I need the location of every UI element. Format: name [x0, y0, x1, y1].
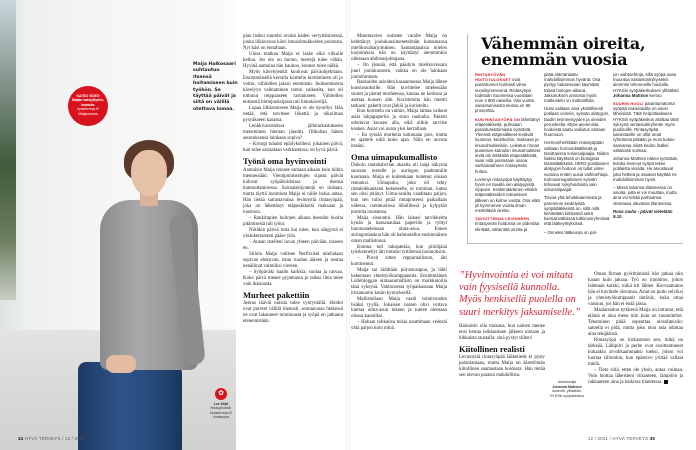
- ribbon-icon: ✿: [215, 388, 227, 400]
- subheading: Kiitollinen realisti: [459, 343, 525, 354]
- box-title: Vähemmän oireita, enemmän vuosia: [481, 34, 646, 69]
- read-more-badge[interactable]: ✿ Lue lisää rintasyövästä: hyvaterveys.fi/ rintasyopa: [210, 390, 232, 420]
- box-column-2: pitää elämänlaatu mahdollisimman hyvänä. Osa pystyy halutessaan käymään töissä hoitojen aikana. Jaksotuksen ansiosta myös matkustelu on mahdollista. Hoito valitaan aina yksilöllisesti potilaan voinnin, syövän alatyypin, taudin levinneisyyden ja oireiden perusteella. Myös aiemmista hoidoista saatu vaikutus otetaan huomioon. Hormoniherkkään rintasyöpään valitaan hormonilääkkeitä ja tarvittaessa solunsalpaajia. Niiden lisäksi käytössä on biologisia täsmälääkkeitä. HER2-positiivisen alatyypin hoitoon on tullut viime vuosina eniten uusia vaihtoehtoja. Kolmoisnegatiivisen syövän tehoavat nykyhoidoista vain solunsalpaajat. Toivoa yhä tehokkaammista ja paremmin siedetyistä syöpälääkkeistä on, sillä niitä kehitetään kiihkeästi sekä kansainvälisissä tutkimusryhmissä että lääkeyrityksissä. – Onneksi lääkeosia on pal-: [544, 72, 610, 235]
- pull-quote: ”Hyvinvointia ei voi mitata vain fyysisellä kunnolla. Myös henkisellä puolella on suuri merkitys jaksamiselle.”: [459, 270, 581, 318]
- subheading: Työnä oma hyvinvointi: [243, 156, 327, 166]
- hand: [106, 355, 136, 373]
- expert-caption: Asiantuntija Johanna Mattson dosentti, ylilääkäri, HYKSin syöpäkeskus: [549, 380, 585, 399]
- end-mark-icon: [664, 380, 668, 384]
- article-column-4: Oman firman pyörittämistä hän jatkaa niin kauan kuin jaksaa. Työ on intohimo, johon laitetaan kaikki, mikä irti lähtee. Korvaamaton hän ei kuvittele olevansa. Asiat on puitu selviksi ja yhteistyökumppanit tietävät, kuka ottaa vastuun, jos hän ei enää jaksa. Maalaistalon tyttärenä Maija on tottunut, että elämä ei aina mene niin kuin on suunnitellut. Tekeminen pitää sopeuttaa olosuhteisiin: satoella ei pidä, mutta joku muu asia odottaa aina tekijäänsä. Rintasyöpä on kirkastanut sen, mikä on tärkeää. Lähipiiri ja perhe ovat osoittautuneet kuhaakin arvokkaammaksi tueksi, johon voi luottaa silloinkin, kun epätoivo yrittää vallata mielä. – Tieto siitä, etten ole yksin, antaa voimaa. Voin luottaa läheisteni viisauteen, lämpöön ja rakkauteen aina ja kaikissa tilanteissa.: [588, 272, 683, 386]
- spine-gutter: [346, 0, 350, 450]
- info-box: [467, 34, 683, 244]
- face: [131, 150, 167, 196]
- quote-section: [459, 270, 583, 379]
- page-folio-right: 12 / 2021 / HYVÄ TERVEYS 35: [588, 436, 656, 441]
- subheading: Murheet pakettiin: [243, 289, 310, 300]
- page-folio: 34 HYVÄ TERVEYS / 12 / 2021: [18, 436, 86, 441]
- article-column-2: Masentavien uutisten varalle Maija on kehittänyt joulukuusimenetelmän kutsumansa mielikuvaharjoituksen. Samantapaisia mielen harjoituksia hän on käyttänyt aiemminkin ollessaan ahdistusjohtajana. – On jännää, että päädyin mielikuvissani juuri joulukuuseen, vaikka en ole lainkaan jouluihminen. Raskaiden asioiden kasaantuessa Maija lähtee kuusiostoksille. Hän kuvittelee mielessään suuret ja pienet murheensa, kantaa ne kotiinsa ja asettaa kuusen alle. Koristeluita hän miettii tarkasti: paketit ovat järkiä ja koristeltu. Kun koristelu on valmis, Maija laittaa vaikeat asiat lahjapaperiin ja sitoo nauhalla. Paketit odottavat kuusen alla, eikä niihin tarvitse koskea. Asiat voi avata yksi kerrallaan. – En syssää murheita kokonaan pois, mutta en ajattele niitä koko ajan. Näin en uuvuta itseäni. Oma uimapukumallisto Duhoin rantakahvilan akaalta oli laaja näkymä suoraan merelle ja auringon paahtamille kuumaan. Maija ei kuitenkaan tuntenut oloaan rennoksi. Uimapuku, joka oli tehty rintaleikkauksen kokeneelle, ei toiminut, kuten sen olisi pitänyt. Uima-asuilta vaaditaan paljon, kun sen tulisi pitää rintaproteesi paikallaan uidessa, rantatuolissa löhöillessä ja kylpylän porreita noustessa. Maija sisuuntui. Hän lainasi tarvikkeitta kynän ja kassanauhaa paperille ja ryhtyi luonnostelemaan uima-asua. Ennen auringonlaskua hän oli hahmotellut ensimmäisen oman mallistonsa. Kotona tuli takapakkia, kun piirtäjänä työskennellyt äiti tutustui tyttärensä luonnoksiin. – Piirsit sitten reppumalliston, äiti kommentoi. Maija sai äidiltään piirustusapua, ja lähti hakemaan yhteistyökumppaneita. Ensimmäinen Lollebloggan uimaasumallisto on markkinoilla tänä syksynä. Vakituisesta työpaikastaan Maija irtisanoutui kesän kynnyksellä. Mallistollaan Maija vaatii toimivuuden lisäksi tyyliä. Jokaisen naisen olisi voitava luottaa uima-asun tukeen ja tuntee olemaan olossa kauniiksi. – Haluan rohkaista toisia nauttimaan vedestä yhtä paljon kuin minä.: [351, 34, 447, 331]
- article-column-1: pian lisiksi suurelsi avuksi käden verryttämisessä, jonka liikkuvuus kärsi imusolmukkeiden poistosta. Nyt käsi on ennallaan. Uinsa matkaa Maija ei laske eikä vilkuile kelloa. Jos olo on huono, metrejä tulee vähän. Hyvinä aamuina hän kauhoo, kunnes tulee nälkä. Myös kävelylenkit kuuluvat päiväohjelmaan. Ensimmäisellä kerralla korttelin kiertäminen oli jo voitto, vähitellen jaksoi enemmän. Juoksemisesta kävelyyn vaihtaminen tuntui vaikealta, kun oli tottunut reippaaseen rasitukseen. Vähitellen entisestä himojuoksijasta tuli himokävelijä. Lupaa liikkumiseen Maija ei ole kysellyt. Hän tietää, että tarvitsee liikettä ja ulkoilmaa pysyäkseen kasassa. Lenkkivarusteissa jälkitarkastukseen meneminen hieman jännitti. Olikohan hänen asustuksensa lainkaan sopiva? – Kirurgi tuhahti epäilyksilleni: jokainen päivä, kun tulee sairaalaan verkkareissa, on hyvä päivä. Työnä oma hyvinvointi Aamuisin Maija nousee samaan aikaan kuin töihin mennessään. Vientipomistelujen sijasta päivät kuluvat syöpähoidoissa ja itsensä kuntouttamisessa. Sairaalakäynnejä on tiuhaan, mutta täyttä huomiota Maija ei niille halua antaa. Hän tietää sairastavansa levinnyttä rintasyöpää, joka on lähettänyt etäpesäkkeitä maksaan ja luustoon. – Rankimpien hoitojen aikana itsestäni huolta pitämisestä tuli työni. Niitäkin päiviä totta kai tulee, kun sängystä ei yksinkertaisesti pääse ylös. – Annan itselleni luvan yhteen päivään, toiseen en. Silloin Maija valitsee Netflixistä mielialaan sopivan elokuvan, istuu ruudun ääreen ja nostaa nenäliinat valmiiksi viereen. – Syöpäväki haalin karkkia, suolaa ja rasvaa. Koko päivä menee pyjamassa ja raikas ilma tulee vain ikkunasta. Murheet pakettiin Joskus ikäviä uutisia tulee vyörymällä. Hoidot ovat purreet välillä hienosti, seuraavassa hetkessä ne ovat lakanneet toimimasta ja syöpä on jatkanut etenemistään.: [243, 34, 343, 324]
- video-badge[interactable]: KATSO VIDEO Maijan satsiyttymis-lomasta: hyvaterveys.fi/ Maijankarma: [68, 86, 108, 126]
- photo-caption: Maija Halkosaari suhtautuu itsensä hoitamiseen kuin työhön. Se täyttää päivät ja siitä on välillä otettava lomaa.: [193, 62, 238, 112]
- box-column-1: RINTASYÖVÄN HOITOTULOKSET ovat parantuneet huimasti viime vuosikymmeninä. Rintasyöpä todetaan Suomessa vuosittain noin 4 900 naisella. Viisi vuotta sairastumisesta elossa on 90 prosenttia. KUN RINTASYÖPÄ ON lähettänyt etäpesäkkeitä, puhutaan parantumattomasta syövästä. Yleensä etäpesäkkeet leviävät luustoon, keuhkoihin, maksaan ja imusolmukkeisiin. Leikatun rinnan puoleisen kainalon imusolmukkeet eivät ole ärtäköitä etäpesäkkeitä, vaan niitä poistetaan osana varhaisvaiheen rintasyövän hoitoa. Levinnyt rintasyöpä käyttäytyy hyvin eri tavalla sen alatyypistä riippuen. Keskimääräinen elinikä etäpesäkkeiden toteamisen jälkeen on kolme vuotta. Osa elää yli kymmenen vuotta ilman merkittäviä oireita. TAVOITTEENA LEVINNEEN rintasyövän hoidossa on pidentää elinikää, vähentää oireita ja: [475, 72, 541, 232]
- box-signature: Rosa rauha - päivät vietetään 9.10.: [613, 208, 673, 220]
- subheading: Oma uimapukumallisto: [351, 151, 438, 162]
- box-column-3: jon vaihtoehtoja, sillä syöpä osaa muuntua vastustuskykyiseksi aiemmin tehonneille hoidoille, HYKSin syöpäkeskuksen ylilääkäri Johanna Mattson kertoo. SUURIN HUOLI parantumatonta syöpää sairastavilla on usein läheisistä. Tätä helpottaakseen HYKSin syöpäkeskus aloittaa tänä syksynä vertaistukiryhmän myös puolisoille. Rintasyöpää sairastaville on ollut omat ryhmänsä pitkään ja moni kokee saavansa niistä tiedon lisäksi valtavasti voimaa. Johanna Mattson näkee työssään, kuinka levinnyt syöpä tekee potilaista viisaita. He arvostavat joka hetkeä ja osaavat käyttää ne mahdollisimman hyvin. – Missä tahansa tilanteessa on asioita, joita ei voi muuttaa, mutta aina voi tehdä parhaansa olemassa olevassa tilanteessa. Rosa rauha - päivät vietetään 9.10.: [613, 72, 679, 220]
- box-columns: [475, 72, 679, 238]
- jeans: [78, 362, 182, 450]
- plant-background: [0, 0, 16, 300]
- article-column-3: Haluaisin olla mukana, kun nainen menee ensi kertaa leikkauksen jälkeen uimaan ja hihkaista taustalla: sinä pystyt siihen! Kiitollinen realisti Levinnyttä rintasyöpää lääketiede ei pysty parantamaan, mutta Maija on äärettömän kiitollinen saamastaan hoidosta. Hän tietää sen olevan parasta mahdollista.: [459, 323, 545, 379]
